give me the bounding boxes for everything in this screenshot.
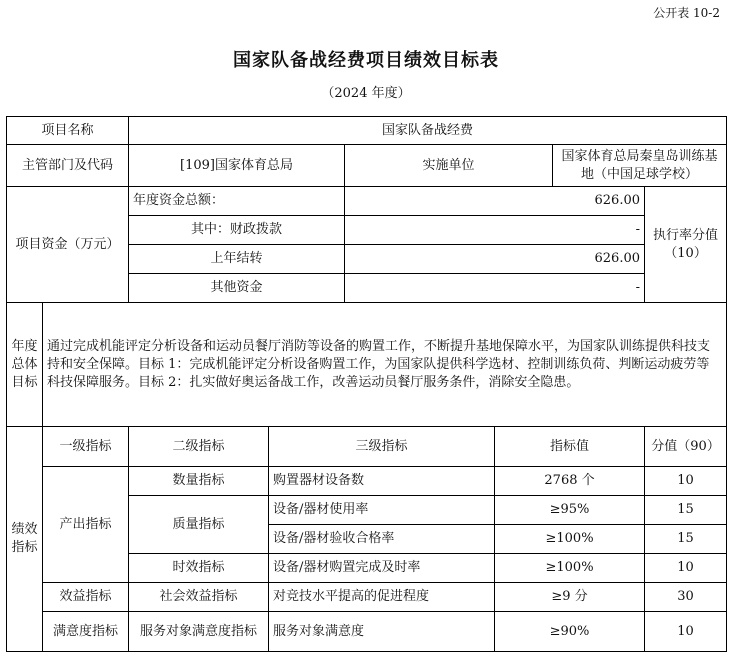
header-level3: 三级指标 [269,427,495,467]
project-name-label: 项目名称 [7,117,129,145]
timeliness-value: ≥100% [495,554,645,583]
timeliness-level3: 设备/器材购置完成及时率 [269,554,495,583]
header-score: 分值（90） [645,427,727,467]
department-value: [109]国家体育总局 [129,145,345,187]
indicator-section-label: 绩效指标 [7,427,43,652]
quality-acceptance-score: 15 [645,525,727,554]
quality-usage-score: 15 [645,496,727,525]
funds-total-value: 626.00 [345,187,645,216]
quantity-score: 10 [645,467,727,496]
header-value: 指标值 [495,427,645,467]
performance-target-table [6,116,727,652]
funds-row-total [7,187,727,216]
annual-goal-row [7,303,727,427]
satisfaction-score: 10 [645,612,727,652]
funds-fiscal-label: 其中：财政拨款 [129,216,345,245]
funds-fiscal-value: - [345,216,645,245]
project-funds-label: 项目资金（万元） [7,187,129,303]
implementing-unit-value: 国家体育总局秦皇岛训练基地（中国足球学校） [553,145,727,187]
department-label: 主管部门及代码 [7,145,129,187]
benefit-level3: 对竞技水平提高的促进程度 [269,583,495,612]
benefit-value: ≥9 分 [495,583,645,612]
satisfaction-value: ≥90% [495,612,645,652]
annual-goal-label: 年度总体目标 [7,303,43,427]
execution-rate-score-label: 执行率分值（10） [645,187,727,303]
timeliness-score: 10 [645,554,727,583]
benefit-score: 30 [645,583,727,612]
quality-usage-value: ≥95% [495,496,645,525]
quantity-level3: 购置器材设备数 [269,467,495,496]
header-level2: 二级指标 [129,427,269,467]
output-indicator-label: 产出指标 [43,467,129,583]
document-number: 公开表 10-2 [653,6,720,20]
funds-other-label: 其他资金 [129,274,345,303]
annual-goal-text: 通过完成机能评定分析设备和运动员餐厅消防等设备的购置工作，不断提升基地保障水平，为国家队训练提供科技支持和安全保障。目标 1：完成机能评定分析设备购置工作，为国家队提供科学选材、控制训练负荷、判断运动疲劳等科技保障服务。目标 2：扎实做好奥运备战工作，改善运动员餐厅服务条件，消除安全隐患。 [43,303,727,427]
indicator-header-row [7,427,727,467]
satisfaction-level3: 服务对象满意度 [269,612,495,652]
implementing-unit-label: 实施单位 [345,145,553,187]
funds-other-value: - [345,274,645,303]
quality-usage-level3: 设备/器材使用率 [269,496,495,525]
project-name-row [7,117,727,145]
quality-acceptance-level3: 设备/器材验收合格率 [269,525,495,554]
funds-total-label: 年度资金总额： [129,187,345,216]
quantity-value: 2768 个 [495,467,645,496]
quantity-indicator-label: 数量指标 [129,467,269,496]
satisfaction-indicator-label: 满意度指标 [43,612,129,652]
benefit-indicator-label: 效益指标 [43,583,129,612]
page-title: 国家队备战经费项目绩效目标表 [233,50,499,71]
quality-acceptance-value: ≥100% [495,525,645,554]
service-satisfaction-label: 服务对象满意度指标 [129,612,269,652]
page-subtitle: （2024 年度） [321,86,411,101]
social-benefit-label: 社会效益指标 [129,583,269,612]
header-level1: 一级指标 [43,427,129,467]
table-row [7,583,727,612]
quality-indicator-label: 质量指标 [129,496,269,554]
funds-carryover-label: 上年结转 [129,245,345,274]
table-row [7,612,727,652]
department-row [7,145,727,187]
table-row [7,467,727,496]
project-name-value: 国家队备战经费 [129,117,727,145]
funds-carryover-value: 626.00 [345,245,645,274]
timeliness-indicator-label: 时效指标 [129,554,269,583]
